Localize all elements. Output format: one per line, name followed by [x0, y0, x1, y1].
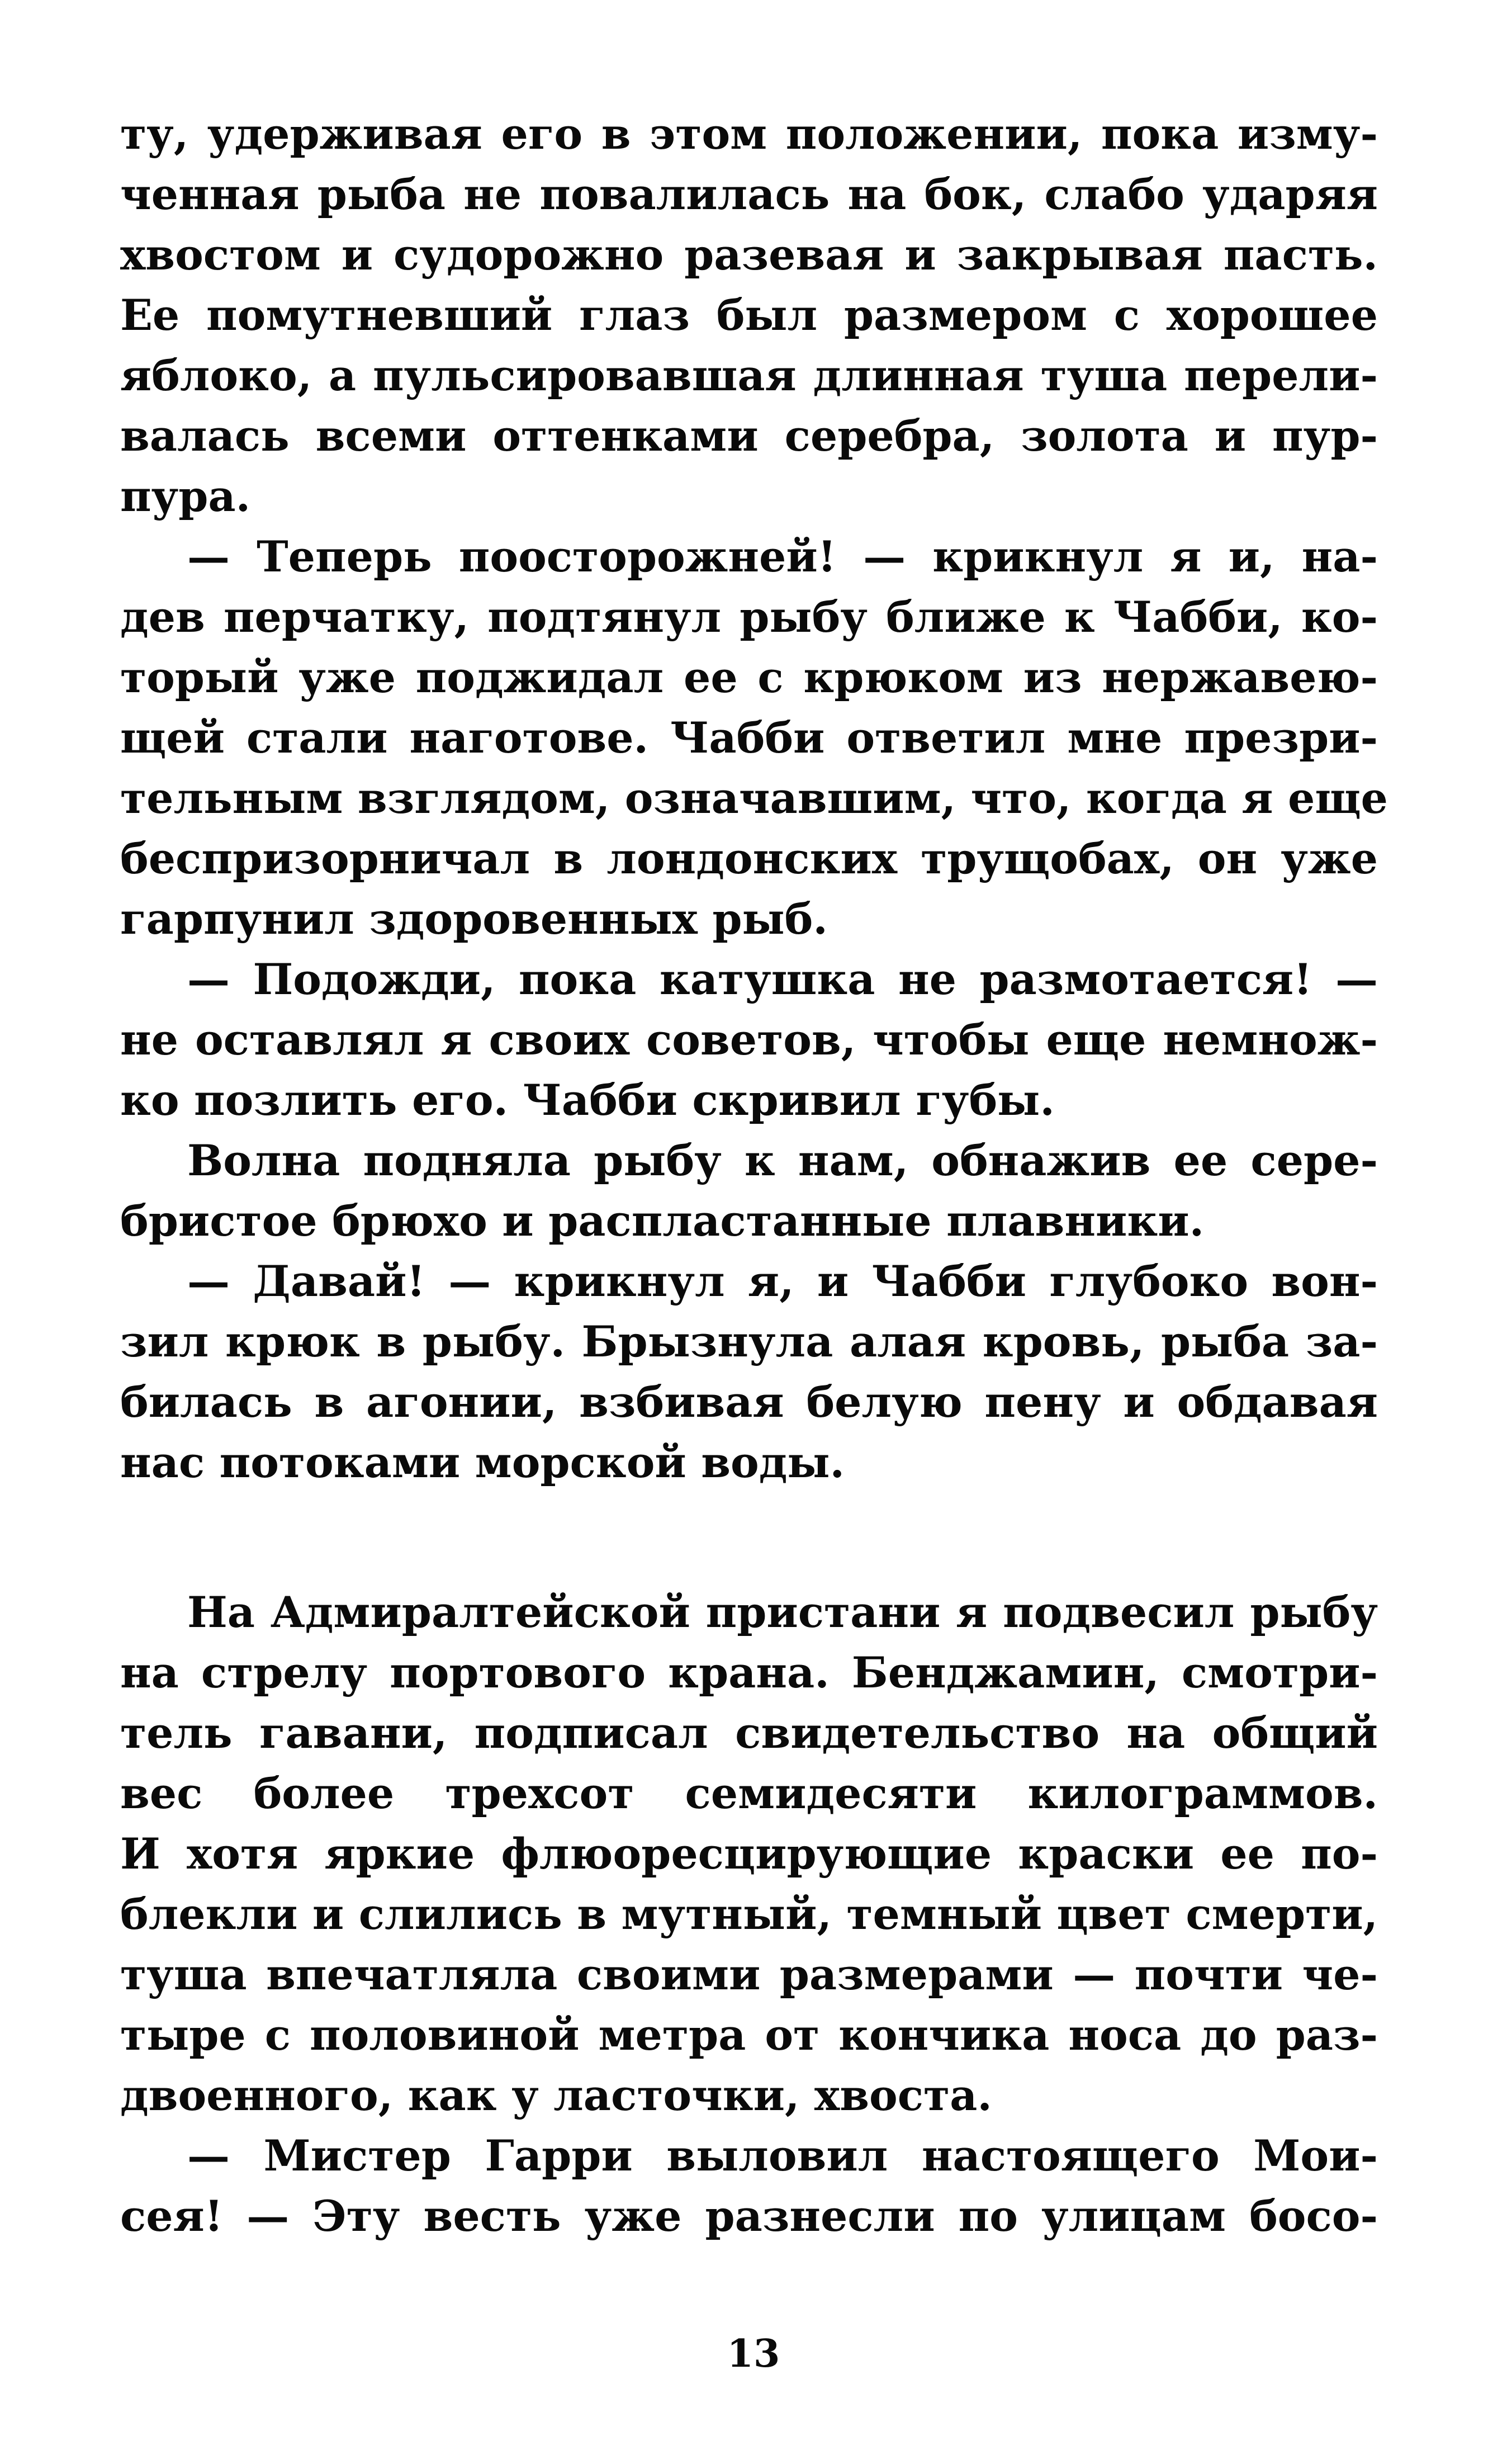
text-line: ченная рыба не повалилась на бок, слабо ударяя [120, 169, 1378, 219]
text-line: вес более трехсот семидесяти килограммов. [120, 1768, 1378, 1818]
text-line: тель гавани, подписал свидетельство на общий [120, 1708, 1378, 1758]
text-line: беспризорничал в лондонских трущобах, он уже [120, 834, 1378, 883]
text-line: Ее помутневший глаз был размером с хорошее [120, 290, 1378, 340]
text-line: ко позлить его. Чабби скривил губы. [120, 1075, 1055, 1125]
text-line: дев перчатку, подтянул рыбу ближе к Чабби, ко- [120, 592, 1378, 642]
text-line: — Давай! — крикнул я, и Чабби глубоко вон- [187, 1256, 1378, 1306]
text-line: билась в агонии, взбивая белую пену и обдавая [120, 1377, 1378, 1427]
text-line: И хотя яркие флюоресцирующие краски ее по- [120, 1829, 1378, 1879]
text-line: двоенного, как у ласточки, хвоста. [120, 2070, 992, 2120]
text-line: валась всеми оттенками серебра, золота и пур- [120, 411, 1378, 461]
text-line: на стрелу портового крана. Бенджамин, смотри- [120, 1648, 1378, 1697]
text-line: сея! — Эту весть уже разнесли по улицам босо- [120, 2191, 1378, 2241]
text-line: блекли и слились в мутный, темный цвет смерти, [120, 1889, 1378, 1939]
text-line: гарпунил здоровенных рыб. [120, 894, 828, 944]
text-line: Волна подняла рыбу к нам, обнажив ее сере- [187, 1136, 1378, 1185]
text-line: тельным взглядом, означавшим, что, когда я еще [120, 773, 1388, 823]
text-line: щей стали наготове. Чабби ответил мне презри- [120, 713, 1378, 763]
text-line: бристое брюхо и распластанные плавники. [120, 1196, 1205, 1246]
text-line: — Теперь поосторожней! — крикнул я и, на- [187, 532, 1378, 581]
text-line: ту, удерживая его в этом положении, пока изму- [120, 109, 1378, 159]
text-line: зил крюк в рыбу. Брызнула алая кровь, рыба за- [120, 1317, 1378, 1366]
text-line: — Мистер Гарри выловил настоящего Мои- [187, 2131, 1378, 2181]
text-block-top [120, 104, 1388, 1493]
page-number: 13 [727, 2331, 780, 2376]
text-line: хвостом и судорожно разевая и закрывая пасть. [120, 230, 1378, 280]
text-line: пура. [120, 471, 251, 521]
text-line: не оставлял я своих советов, чтобы еще немнож- [120, 1015, 1378, 1065]
text-line: — Подожди, пока катушка не размотается! — [187, 954, 1378, 1004]
text-line: торый уже поджидал ее с крюком из нержавею- [120, 652, 1378, 702]
text-block-bottom [120, 1582, 1378, 2247]
text-line: На Адмиралтейской пристани я подвесил рыбу [187, 1587, 1378, 1637]
text-line: тыре с половиной метра от кончика носа до раз- [120, 2010, 1378, 2060]
text-line: нас потоками морской воды. [120, 1437, 845, 1487]
text-line: туша впечатляла своими размерами — почти че- [120, 1950, 1378, 1999]
text-line: яблоко, а пульсировавшая длинная туша перели- [120, 351, 1378, 400]
